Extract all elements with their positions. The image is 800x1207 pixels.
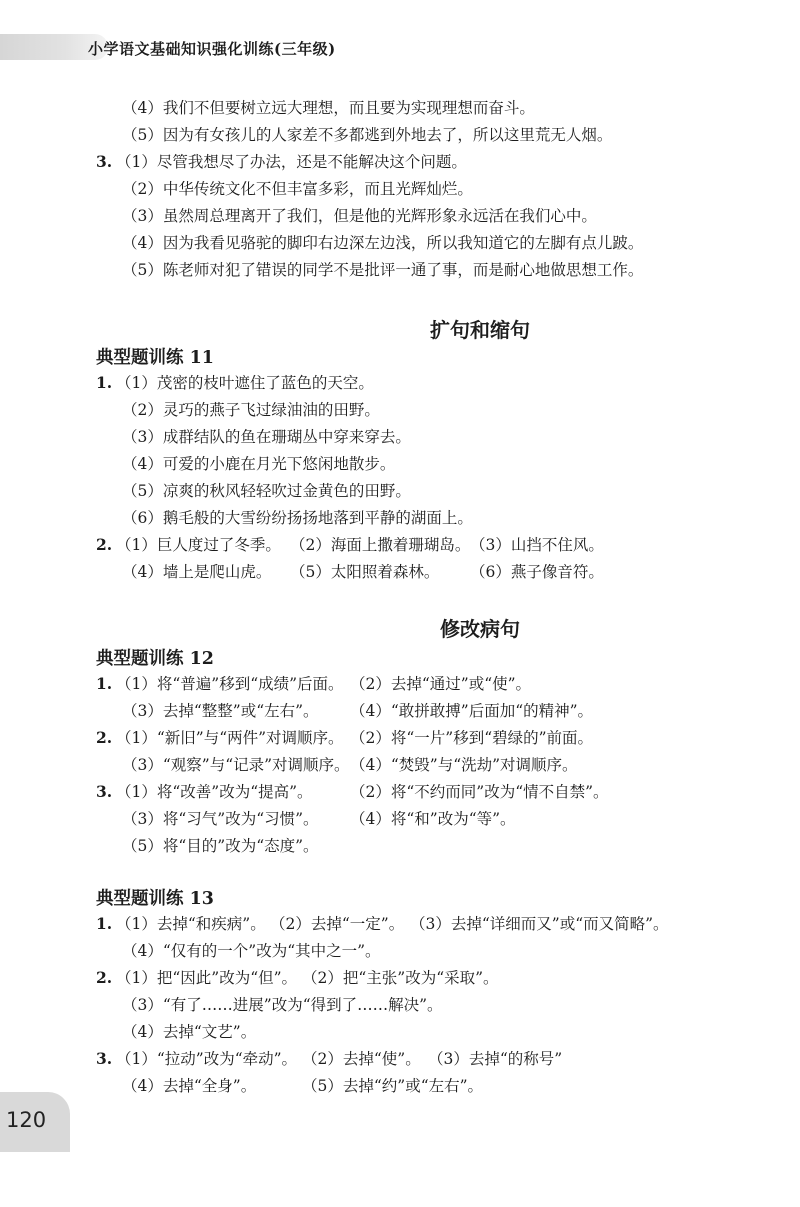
- answer-cell: （1）“新旧”与“两件”对调顺序。: [116, 729, 344, 747]
- answer-cell: （2）把“主张”改为“采取”。: [302, 969, 499, 987]
- answer-line: （6）鹅毛般的大雪纷纷扬扬地落到平静的湖面上。: [122, 509, 473, 527]
- answer-cell: （1）将“改善”改为“提高”。: [116, 783, 313, 801]
- answer-cell: （1）把“因此”改为“但”。: [116, 969, 298, 987]
- answer-cell: （2）将“不约而同”改为“情不自禁”。: [350, 783, 609, 801]
- question-number: 3.: [96, 1049, 113, 1068]
- answer-cell: （4）去掉“全身”。: [122, 1077, 257, 1095]
- answer-line: （4）因为我看见骆驼的脚印右边深左边浅，所以我知道它的左脚有点儿跛。: [122, 234, 644, 252]
- answer-cell: （4）“敢拼敢搏”后面加“的精神”。: [350, 702, 594, 720]
- question-number: 2.: [96, 535, 113, 554]
- answer-line: （5）因为有女孩儿的人家差不多都逃到外地去了，所以这里荒无人烟。: [122, 126, 613, 144]
- answer-cell: （6）燕子像音符。: [470, 563, 604, 581]
- answer-line: （1）尽管我想尽了办法，还是不能解决这个问题。: [116, 153, 467, 171]
- section-title-text: 修改病句: [440, 617, 520, 641]
- answer-cell: （2）海面上撒着珊瑚岛。: [290, 536, 471, 554]
- answer-line: （5）凉爽的秋风轻轻吹过金黄色的田野。: [122, 482, 411, 500]
- subheading-training-11: 典型题训练 11: [96, 348, 214, 368]
- answer-cell: （3）“有了……进展”改为“得到了……解决”。: [122, 996, 443, 1014]
- answer-cell: （3）去掉“的称号”: [428, 1050, 563, 1068]
- answer-cell: （3）山挡不住风。: [470, 536, 604, 554]
- question-number: 2.: [96, 968, 113, 987]
- answer-cell: （4）去掉“文艺”。: [122, 1023, 257, 1041]
- answer-line: （2）灵巧的燕子飞过绿油油的田野。: [122, 401, 380, 419]
- answer-line: （4）可爱的小鹿在月光下悠闲地散步。: [122, 455, 396, 473]
- answer-line: （3）虽然周总理离开了我们，但是他的光辉形象永远活在我们心中。: [122, 207, 597, 225]
- answer-cell: （4）“焚毁”与“洗劫”对调顺序。: [350, 756, 578, 774]
- answer-cell: （2）将“一片”移到“碧绿的”前面。: [350, 729, 594, 747]
- answer-cell: （2）去掉“使”。: [302, 1050, 421, 1068]
- question-number: 3.: [96, 152, 113, 171]
- answer-cell: （3）将“习气”改为“习惯”。: [122, 810, 319, 828]
- answer-line: （2）中华传统文化不但丰富多彩，而且光辉灿烂。: [122, 180, 473, 198]
- answer-cell: （1）“拉动”改为“牵动”。: [116, 1050, 298, 1068]
- answer-cell: （1）去掉“和疾病”。: [116, 915, 266, 933]
- question-number: 1.: [96, 373, 113, 392]
- answer-cell: （5）去掉“约”或“左右”。: [302, 1077, 484, 1095]
- answer-cell: （3）去掉“详细而又”或“而又简略”。: [410, 915, 669, 933]
- subheading-training-13: 典型题训练 13: [96, 889, 214, 909]
- subheading-training-12: 典型题训练 12: [96, 649, 214, 669]
- answer-cell: （4）将“和”改为“等”。: [350, 810, 516, 828]
- answer-cell: （1）将“普遍”移到“成绩”后面。: [116, 675, 344, 693]
- answer-cell: （4）“仅有的一个”改为“其中之一”。: [122, 942, 381, 960]
- question-number: 3.: [96, 782, 113, 801]
- answer-cell: （5）将“目的”改为“态度”。: [122, 837, 319, 855]
- question-number: 2.: [96, 728, 113, 747]
- answer-cell: （1）巨人度过了冬季。: [116, 536, 281, 554]
- answer-cell: （3）“观察”与“记录”对调顺序。: [122, 756, 350, 774]
- answer-line: （5）陈老师对犯了错误的同学不是批评一通了事，而是耐心地做思想工作。: [122, 261, 644, 279]
- answer-cell: （3）去掉“整整”或“左右”。: [122, 702, 319, 720]
- section-title-expand-contract: [0, 314, 800, 343]
- answer-cell: （5）太阳照着森林。: [290, 563, 440, 581]
- section-title-text: 扩句和缩句: [430, 318, 530, 342]
- answer-line: （4）我们不但要树立远大理想，而且要为实现理想而奋斗。: [122, 99, 535, 117]
- page-header-title: 小学语文基础知识强化训练(三年级): [88, 40, 336, 58]
- answer-cell: （4）墙上是爬山虎。: [122, 563, 272, 581]
- question-number: 1.: [96, 674, 113, 693]
- section-title-fix-sentences: [0, 613, 800, 642]
- page-number: 120: [6, 1108, 47, 1132]
- question-number: 1.: [96, 914, 113, 933]
- answer-line: （3）成群结队的鱼在珊瑚丛中穿来穿去。: [122, 428, 411, 446]
- answer-cell: （2）去掉“一定”。: [270, 915, 405, 933]
- answer-line: （1）茂密的枝叶遮住了蓝色的天空。: [116, 374, 374, 392]
- answer-cell: （2）去掉“通过”或“使”。: [350, 675, 532, 693]
